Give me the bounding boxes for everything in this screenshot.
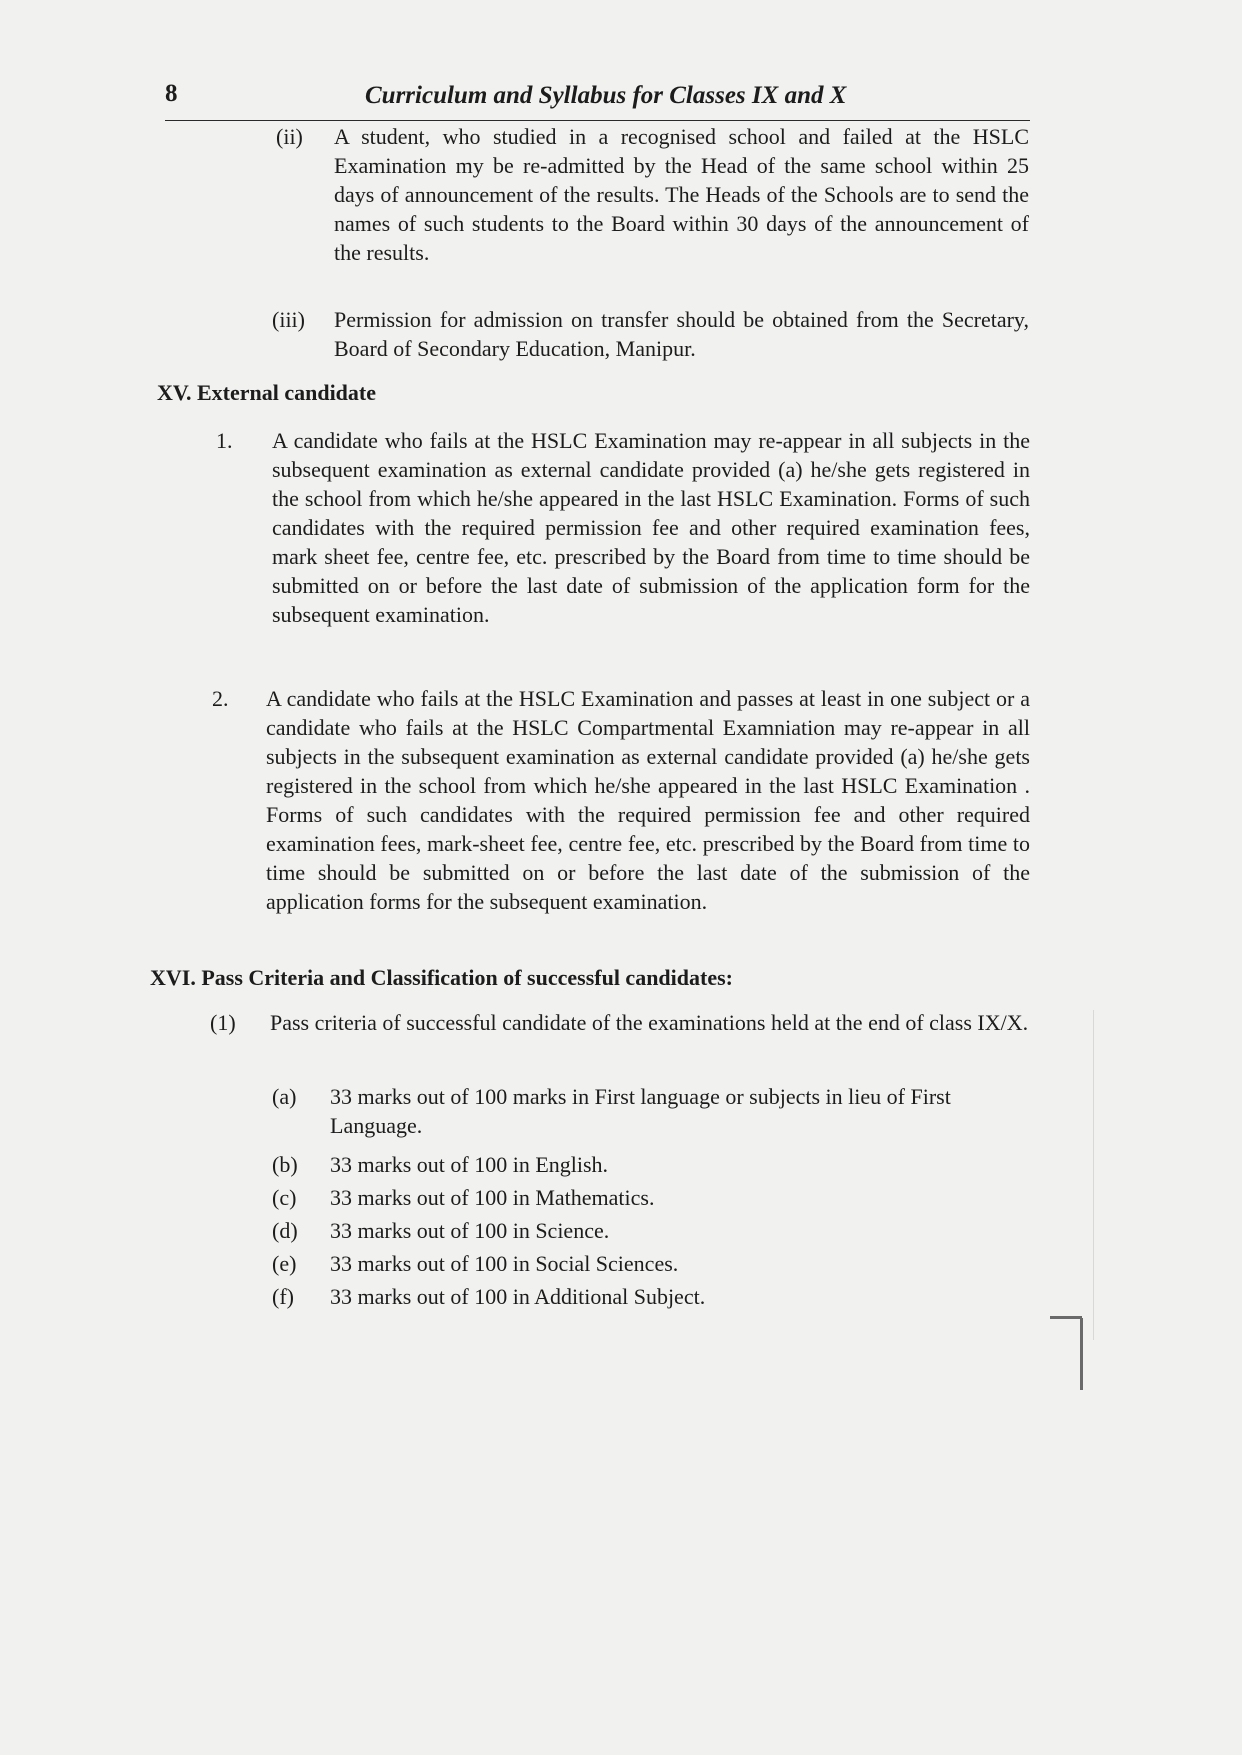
item-label-iii: (iii) [272,307,305,332]
subitem-label-f: (f) [272,1284,294,1309]
subitem-text-d: 33 marks out of 100 in Science. [330,1218,610,1243]
item-text-1: A candidate who fails at the HSLC Examination may re-appear in all subjects in the subsequent examination as external candidate provided (a) he/she gets registered in the school from which he/she appeared in the last HSLC Examination. Forms of such candidates with the required permission fee and other required examination fees, mark sheet fee, centre fee, etc. prescribed by the Board from time to time should be submitted on or before the last date of submission of the application form for the subsequent examination. [272,428,1030,627]
scan-edge-line [1093,1010,1094,1340]
item-label-ii: (ii) [276,124,303,149]
item-text-1-criteria: Pass criteria of successful candidate of the examinations held at the end of class IX/X. [270,1010,1029,1035]
section-number: XV. [157,380,192,405]
item-text-iii: Permission for admission on transfer should be obtained from the Secretary, Board of Secondary Education, Manipur. [334,307,1029,361]
subitem-text-a: 33 marks out of 100 marks in First language or subjects in lieu of First Language. [330,1084,951,1138]
section-heading-xv [157,378,376,407]
item-text-ii: A student, who studied in a recognised school and failed at the HSLC Examination my be re-admitted by the Head of the same school within 25 days of announcement of the results. The Heads of the Schools are to send the names of such students to the Board within 30 days of the announcement of the results. [334,124,1029,265]
scan-corner-mark [1080,1318,1083,1390]
item-text-2: A candidate who fails at the HSLC Examination and passes at least in one subject or a candidate who fails at the HSLC Compartmental Examniation may re-appear in all subjects in the subsequent examination as external candidate provided (a) he/she gets registered in the school from which he/she appeared in the last HSLC Examination . Forms of such candidates with the required permission fee and other required examination fees, mark-sheet fee, centre fee, etc. prescribed by the Board from time to time should be submitted on or before the last date of the submission of the application forms for the subsequent examination. [266,686,1030,914]
section-number: XVI. [150,965,196,990]
subitem-text-e: 33 marks out of 100 in Social Sciences. [330,1251,679,1276]
subitem-text-f: 33 marks out of 100 in Additional Subject. [330,1284,706,1309]
subitem-label-a: (a) [272,1084,297,1109]
section-title: Pass Criteria and Classification of successful candidates: [201,965,733,990]
item-label-1-criteria: (1) [210,1010,236,1035]
subitem-label-e: (e) [272,1251,297,1276]
section-title: External candidate [196,380,377,405]
subitem-text-c: 33 marks out of 100 in Mathematics. [330,1185,655,1210]
subitem-label-c: (c) [272,1185,297,1210]
page-header [165,80,1030,121]
scan-corner-mark-top [1050,1316,1082,1319]
page-number: 8 [165,80,178,107]
subitem-label-b: (b) [272,1152,298,1177]
item-label-1: 1. [216,428,233,453]
subitem-text-b: 33 marks out of 100 in English. [330,1152,609,1177]
section-heading-xvi [150,963,733,992]
subitem-label-d: (d) [272,1218,298,1243]
item-label-2: 2. [212,686,229,711]
running-title: Curriculum and Syllabus for Classes IX and X [365,82,847,109]
